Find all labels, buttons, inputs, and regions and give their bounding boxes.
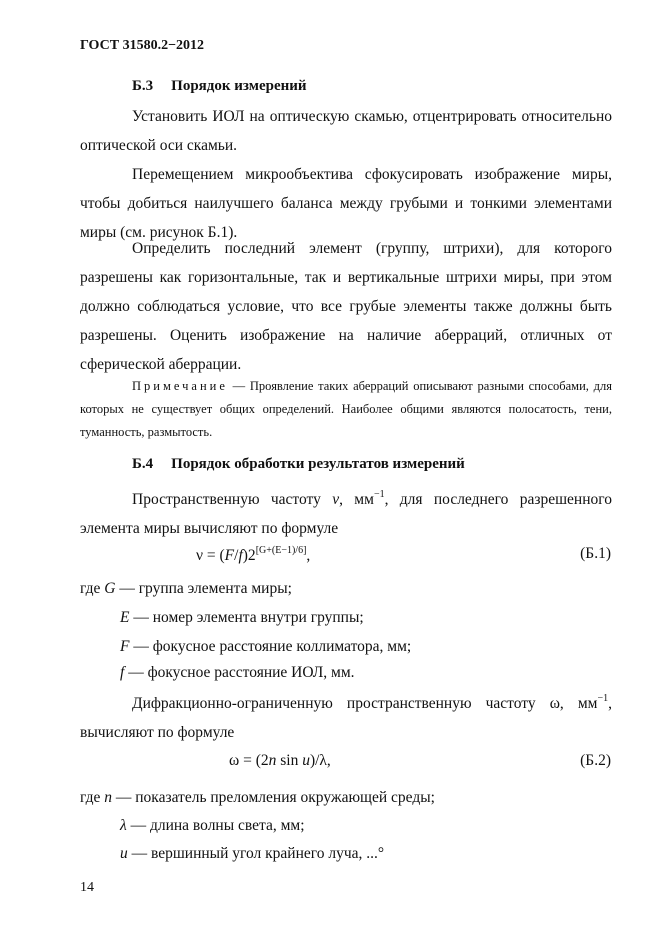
nu-symbol: ν	[332, 491, 340, 508]
section-b4-title: Порядок обработки результатов измерений	[171, 456, 465, 472]
section-b3-heading	[132, 78, 307, 95]
formula-b1-exponent: [G+(E−1)/6]	[255, 545, 307, 556]
note-block	[80, 375, 612, 444]
note-label: Примечание	[132, 379, 228, 393]
formula-b2-number: (Б.2)	[580, 752, 611, 769]
formula-b1-number: (Б.1)	[580, 545, 611, 562]
paragraph-b3-2: Перемещением микрообъектива сфокусировать изображение миры, чтобы добиться наилучшего баланса между грубыми и тонкими элементами миры (см. рисунок Б.1).	[80, 166, 612, 241]
section-b4-heading	[132, 456, 465, 473]
note-text: — Проявление таких аберраций описывают разными способами, для которых не существует общих определений. Наиболее общими являются полосатость, тени, туманность, размытость.	[80, 379, 612, 439]
formula-b2: ω = (2n sin u)/λ,	[229, 752, 331, 769]
document-header: ГОСТ 31580.2−2012	[80, 38, 205, 53]
definition-g: где G — группа элемента миры;	[80, 580, 292, 597]
section-b3-title: Порядок измерений	[171, 78, 307, 94]
paragraph-b3-1: Установить ИОЛ на оптическую скамью, отцентрировать относительно оптической оси скамьи.	[80, 108, 612, 154]
paragraph-omega: Дифракционно-ограниченную пространственную частоту ω, $мм^{-1}$, вычисляют по формуле	[80, 693, 612, 741]
definition-u: u — вершинный угол крайнего луча, ...°	[120, 845, 385, 862]
definition-f-iol: f — фокусное расстояние ИОЛ, мм.	[120, 664, 355, 681]
definition-lambda: λ — длина волны света, мм;	[120, 817, 305, 834]
paragraph-frequency: Пространственную частоту ν, $мм^{-1}$, для последнего разрешенного элемента миры вычисляют по формуле	[80, 489, 612, 537]
paragraph-b3-3: Определить последний элемент (группу, штрихи), для которого разрешены как горизонтальные, так и вертикальные штрихи миры, при этом должно соблюдаться условие, что все грубые элементы также должны быть разрешены. Оценить изображение на наличие аберраций, отличных от сферической аберрации.	[80, 240, 612, 373]
definition-f-collimator: F — фокусное расстояние коллиматора, мм;	[120, 638, 412, 655]
section-b4-number: Б.4	[132, 456, 154, 472]
page-number: 14	[80, 880, 94, 895]
definition-n: где n — показатель преломления окружающей среды;	[80, 789, 435, 806]
formula-b1: ν = (F/f)2[G+(E−1)/6],	[196, 545, 311, 564]
section-b3-number: Б.3	[132, 78, 154, 94]
definition-e: E — номер элемента внутри группы;	[120, 609, 364, 626]
